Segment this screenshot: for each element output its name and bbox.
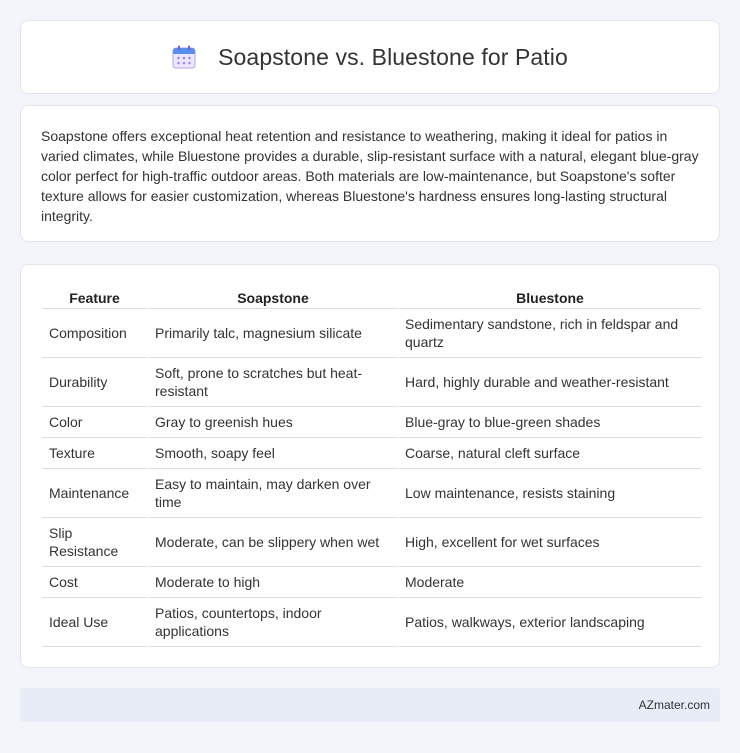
table-header-row xyxy=(42,285,701,309)
cell-soapstone: Smooth, soapy feel xyxy=(149,438,399,469)
comparison-table-card xyxy=(20,264,720,668)
cell-feature: Texture xyxy=(42,438,149,469)
cell-bluestone: Moderate xyxy=(399,567,701,598)
table-row xyxy=(42,518,701,567)
cell-bluestone: Blue-gray to blue-green shades xyxy=(399,407,701,438)
table-row xyxy=(42,358,701,407)
cell-bluestone: High, excellent for wet surfaces xyxy=(399,518,701,567)
header-soapstone: Soapstone xyxy=(149,285,399,309)
table-row xyxy=(42,567,701,598)
cell-bluestone: Low maintenance, resists staining xyxy=(399,469,701,518)
cell-bluestone: Sedimentary sandstone, rich in feldspar and quartz xyxy=(399,309,701,358)
cell-feature: Cost xyxy=(42,567,149,598)
page-title: Soapstone vs. Bluestone for Patio xyxy=(218,43,568,70)
header-bluestone: Bluestone xyxy=(399,285,701,309)
cell-feature: Maintenance xyxy=(42,469,149,518)
table-row xyxy=(42,469,701,518)
footer-brand: AZmater.com xyxy=(638,698,710,712)
comparison-table xyxy=(42,285,701,647)
cell-feature: Color xyxy=(42,407,149,438)
cell-feature: Ideal Use xyxy=(42,598,149,647)
cell-soapstone: Primarily talc, magnesium silicate xyxy=(149,309,399,358)
cell-soapstone: Soft, prone to scratches but heat-resistant xyxy=(149,358,399,407)
cell-soapstone: Moderate to high xyxy=(149,567,399,598)
footer xyxy=(20,688,720,722)
cell-bluestone: Patios, walkways, exterior landscaping xyxy=(399,598,701,647)
cell-feature: Composition xyxy=(42,309,149,358)
cell-soapstone: Gray to greenish hues xyxy=(149,407,399,438)
summary-text: Soapstone offers exceptional heat retention and resistance to weathering, making it ideal for patios in varied climates, while Bluestone provides a durable, slip-resistant surface with a natural, elegant blue-gray color perfect for high-traffic outdoor areas. Both materials are low-maintenance, but Soapstone's softer texture allows for easier customization, whereas Bluestone's hardness ensures long-lasting structural integrity. xyxy=(41,128,699,224)
summary-card xyxy=(20,105,720,242)
table-row xyxy=(42,309,701,358)
cell-feature: Durability xyxy=(42,358,149,407)
table-row xyxy=(42,598,701,647)
table-row xyxy=(42,407,701,438)
table-row xyxy=(42,438,701,469)
calendar-icon xyxy=(172,45,196,69)
cell-soapstone: Moderate, can be slippery when wet xyxy=(149,518,399,567)
title-card xyxy=(20,20,720,94)
cell-soapstone: Patios, countertops, indoor applications xyxy=(149,598,399,647)
cell-feature: Slip Resistance xyxy=(42,518,149,567)
header-feature: Feature xyxy=(42,285,149,309)
cell-soapstone: Easy to maintain, may darken over time xyxy=(149,469,399,518)
cell-bluestone: Hard, highly durable and weather-resistant xyxy=(399,358,701,407)
cell-bluestone: Coarse, natural cleft surface xyxy=(399,438,701,469)
